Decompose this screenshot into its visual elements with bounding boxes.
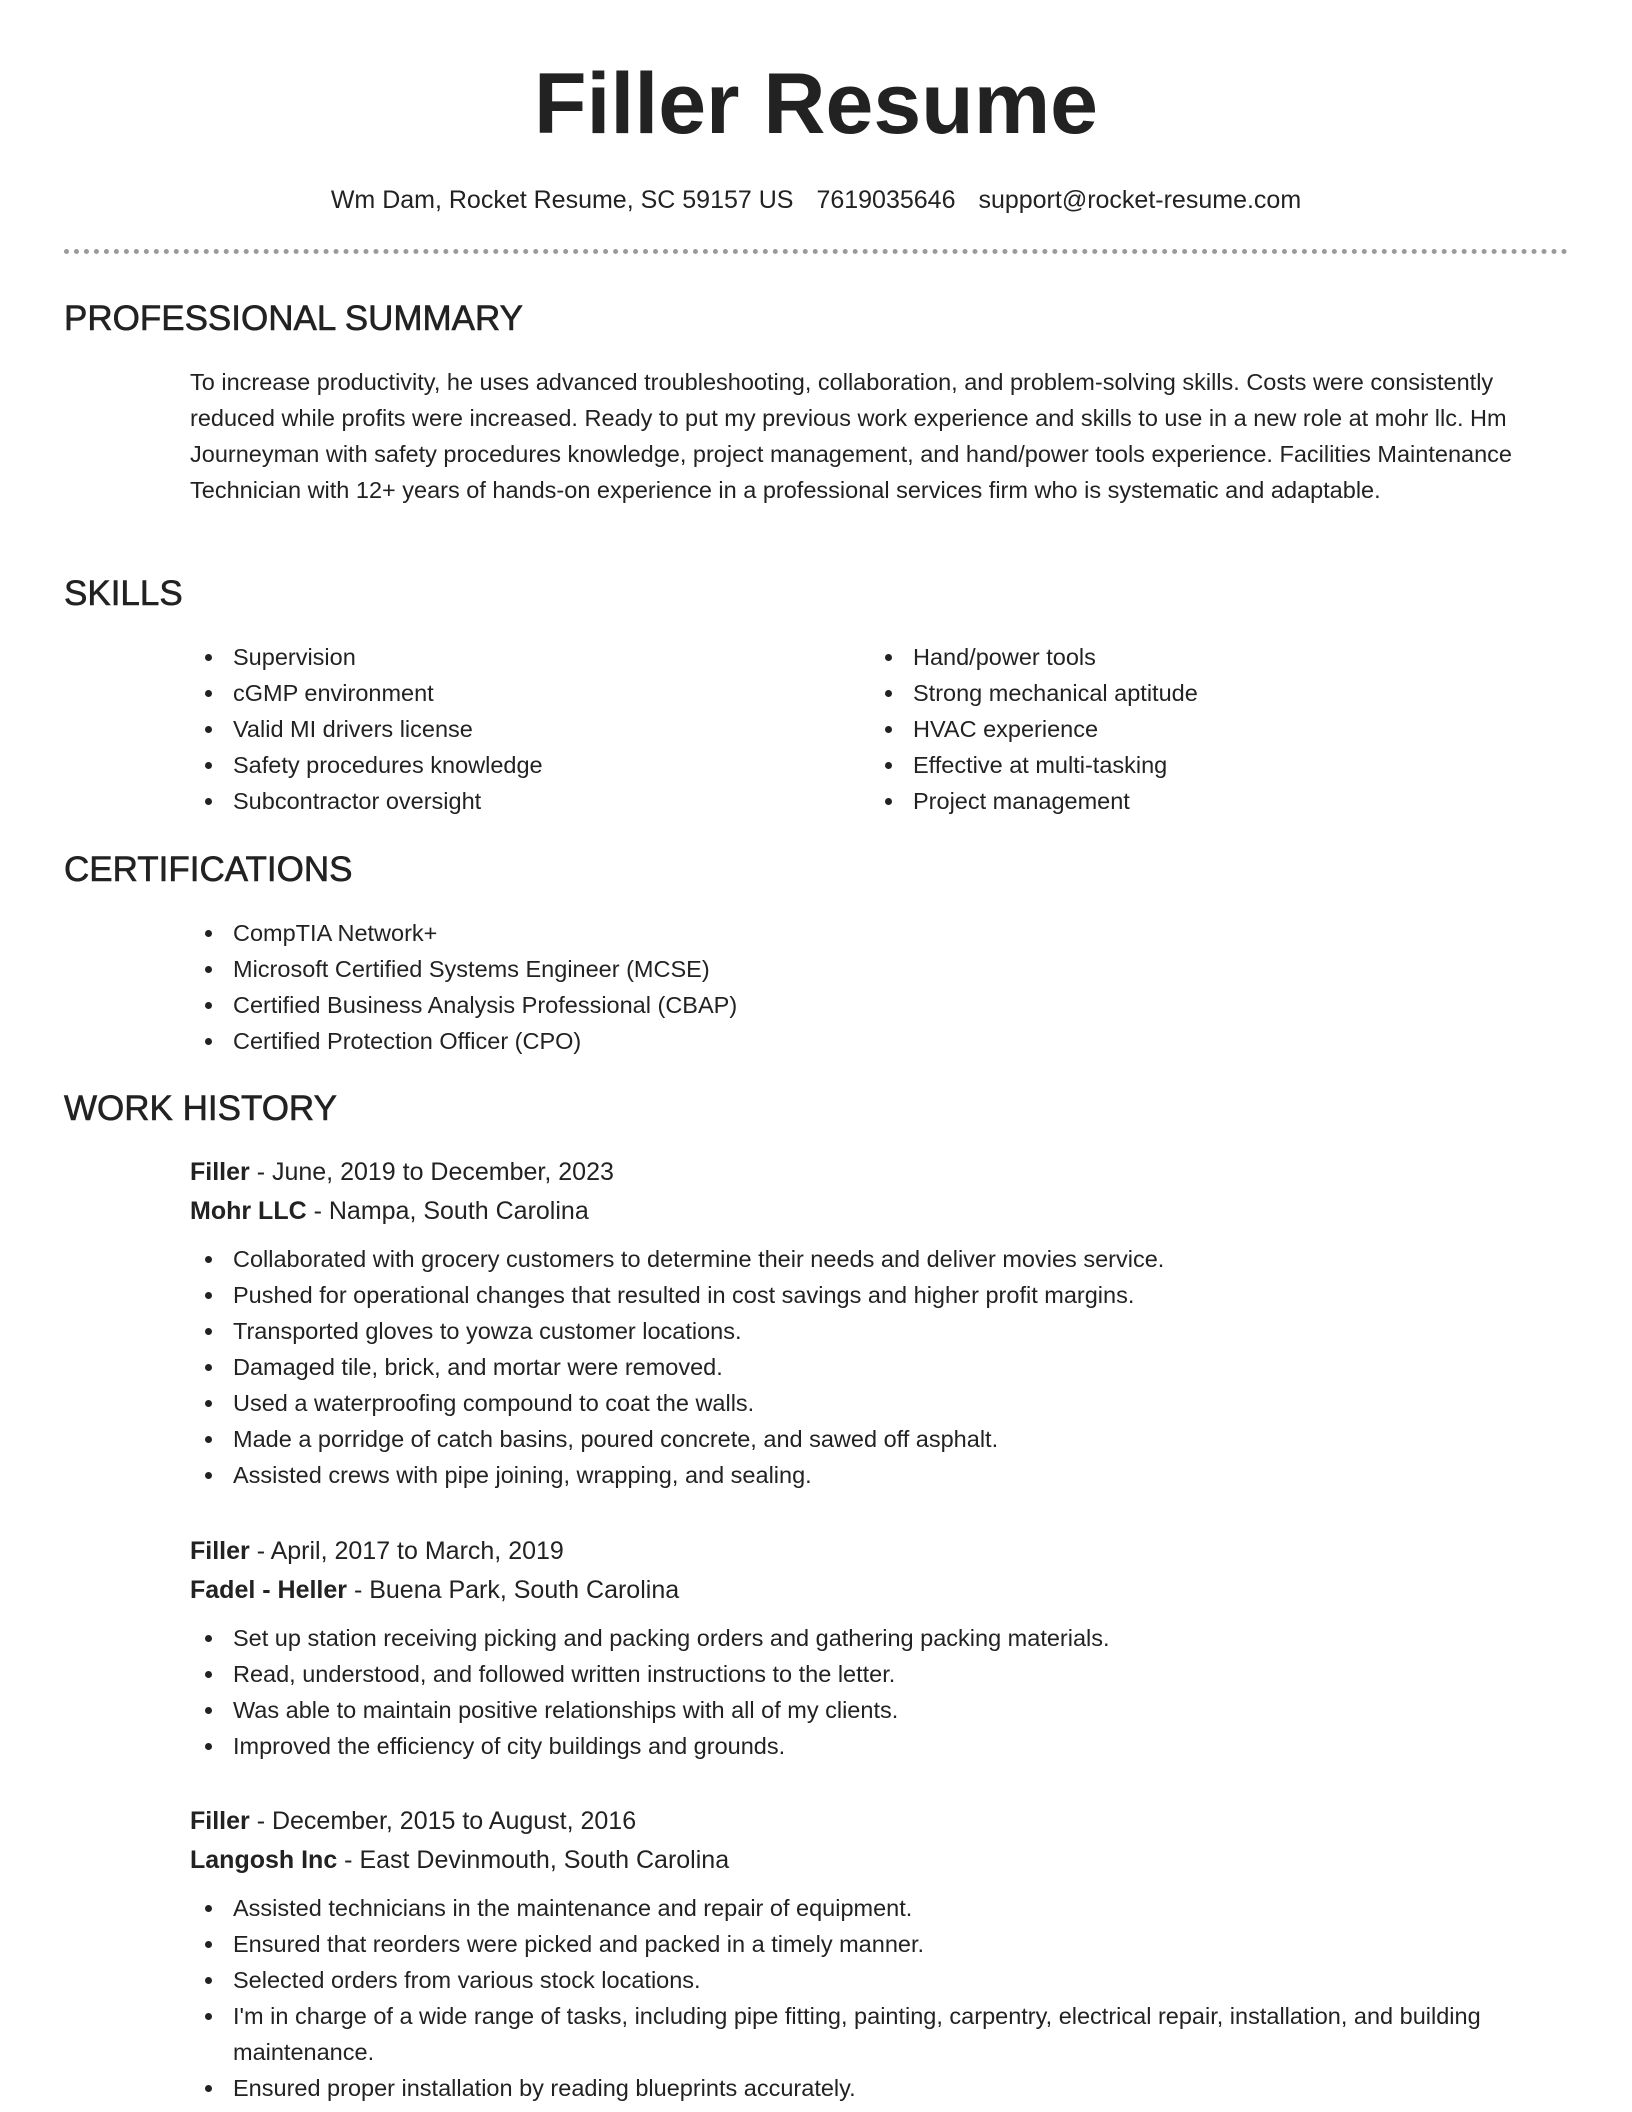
certification-item: Microsoft Certified Systems Engineer (MCSE) xyxy=(190,951,1490,987)
job-entry xyxy=(190,1802,1570,2106)
job-role: Filler xyxy=(190,1158,250,1186)
certification-item: CompTIA Network+ xyxy=(190,915,1490,951)
job-entry xyxy=(190,1153,1570,1493)
header-divider xyxy=(64,249,1568,254)
job-bullets xyxy=(190,1620,1570,1764)
section-title-summary: PROFESSIONAL SUMMARY xyxy=(64,299,523,338)
job-bullet: Was able to maintain positive relationships with all of my clients. xyxy=(190,1692,1570,1728)
skill-item: Safety procedures knowledge xyxy=(190,747,830,783)
job-company-line xyxy=(190,1192,1570,1231)
job-bullet: I'm in charge of a wide range of tasks, including pipe fitting, painting, carpentry, electrical repair, installation, and building maintenance. xyxy=(190,1998,1570,2070)
job-entry xyxy=(190,1532,1570,1764)
job-bullets xyxy=(190,1241,1570,1493)
job-location: - East Devinmouth, South Carolina xyxy=(337,1846,730,1874)
skill-item: Strong mechanical aptitude xyxy=(870,675,1550,711)
job-bullet: Read, understood, and followed written instructions to the letter. xyxy=(190,1656,1570,1692)
skills-list-right xyxy=(870,639,1550,819)
job-bullet: Ensured that reorders were picked and packed in a timely manner. xyxy=(190,1926,1570,1962)
skill-item: HVAC experience xyxy=(870,711,1550,747)
skill-item: Supervision xyxy=(190,639,830,675)
job-role: Filler xyxy=(190,1807,250,1835)
job-bullet: Assisted technicians in the maintenance and repair of equipment. xyxy=(190,1890,1570,1926)
job-bullet: Set up station receiving picking and packing orders and gathering packing materials. xyxy=(190,1620,1570,1656)
job-bullet: Improved the efficiency of city buildings and grounds. xyxy=(190,1728,1570,1764)
contact-phone: 7619035646 xyxy=(816,186,956,214)
contact-address: Wm Dam, Rocket Resume, SC 59157 US xyxy=(330,186,794,214)
job-company-line xyxy=(190,1841,1570,1880)
job-location: - Nampa, South Carolina xyxy=(306,1197,589,1225)
skill-item: Effective at multi-tasking xyxy=(870,747,1550,783)
job-bullet: Assisted crews with pipe joining, wrapping, and sealing. xyxy=(190,1457,1570,1493)
skills-list-left xyxy=(190,639,830,819)
skill-item: cGMP environment xyxy=(190,675,830,711)
resume-header xyxy=(0,0,1632,216)
section-title-work-history: WORK HISTORY xyxy=(64,1089,337,1128)
job-dates: - June, 2019 to December, 2023 xyxy=(249,1158,614,1186)
summary-text: To increase productivity, he uses advanced troubleshooting, collaboration, and problem-solving skills. Costs were consistently reduced while profits were increased. Ready to put my previous work experience and skills to use in a new role at mohr llc. Hm Journeyman with safety procedures knowledge, project management, and hand/power tools experience. Facilities Maintenance Technician with 12+ years of hands-on experience in a professional services firm who is systematic and adaptable. xyxy=(190,369,1512,503)
job-bullet: Damaged tile, brick, and mortar were removed. xyxy=(190,1349,1570,1385)
job-dates: - April, 2017 to March, 2019 xyxy=(249,1537,564,1565)
section-title-certifications: CERTIFICATIONS xyxy=(64,850,353,889)
skill-item: Subcontractor oversight xyxy=(190,783,830,819)
job-company-line xyxy=(190,1571,1570,1610)
job-bullet: Pushed for operational changes that resulted in cost savings and higher profit margins. xyxy=(190,1277,1570,1313)
job-bullet: Used a waterproofing compound to coat the walls. xyxy=(190,1385,1570,1421)
job-title-line xyxy=(190,1532,1570,1571)
job-bullet: Selected orders from various stock locations. xyxy=(190,1962,1570,1998)
certification-item: Certified Business Analysis Professional (CBAP) xyxy=(190,987,1490,1023)
certifications-list xyxy=(190,915,1490,1059)
contact-line xyxy=(0,184,1632,216)
job-title-line xyxy=(190,1802,1570,1841)
contact-email: support@rocket-resume.com xyxy=(978,186,1302,214)
job-dates: - December, 2015 to August, 2016 xyxy=(249,1807,637,1835)
skill-item: Hand/power tools xyxy=(870,639,1550,675)
job-bullets xyxy=(190,1890,1570,2106)
job-company: Langosh Inc xyxy=(190,1846,338,1874)
job-location: - Buena Park, South Carolina xyxy=(347,1576,680,1604)
job-bullet: Collaborated with grocery customers to determine their needs and deliver movies service. xyxy=(190,1241,1570,1277)
job-bullet: Ensured proper installation by reading blueprints accurately. xyxy=(190,2070,1570,2106)
skill-item: Project management xyxy=(870,783,1550,819)
certification-item: Certified Protection Officer (CPO) xyxy=(190,1023,1490,1059)
resume-name: Filler Resume xyxy=(534,56,1098,152)
job-bullet: Transported gloves to yowza customer locations. xyxy=(190,1313,1570,1349)
job-company: Mohr LLC xyxy=(190,1197,307,1225)
skill-item: Valid MI drivers license xyxy=(190,711,830,747)
job-title-line xyxy=(190,1153,1570,1192)
job-company: Fadel - Heller xyxy=(190,1576,347,1604)
job-bullet: Made a porridge of catch basins, poured concrete, and sawed off asphalt. xyxy=(190,1421,1570,1457)
section-title-skills: SKILLS xyxy=(64,574,183,613)
job-role: Filler xyxy=(190,1537,250,1565)
